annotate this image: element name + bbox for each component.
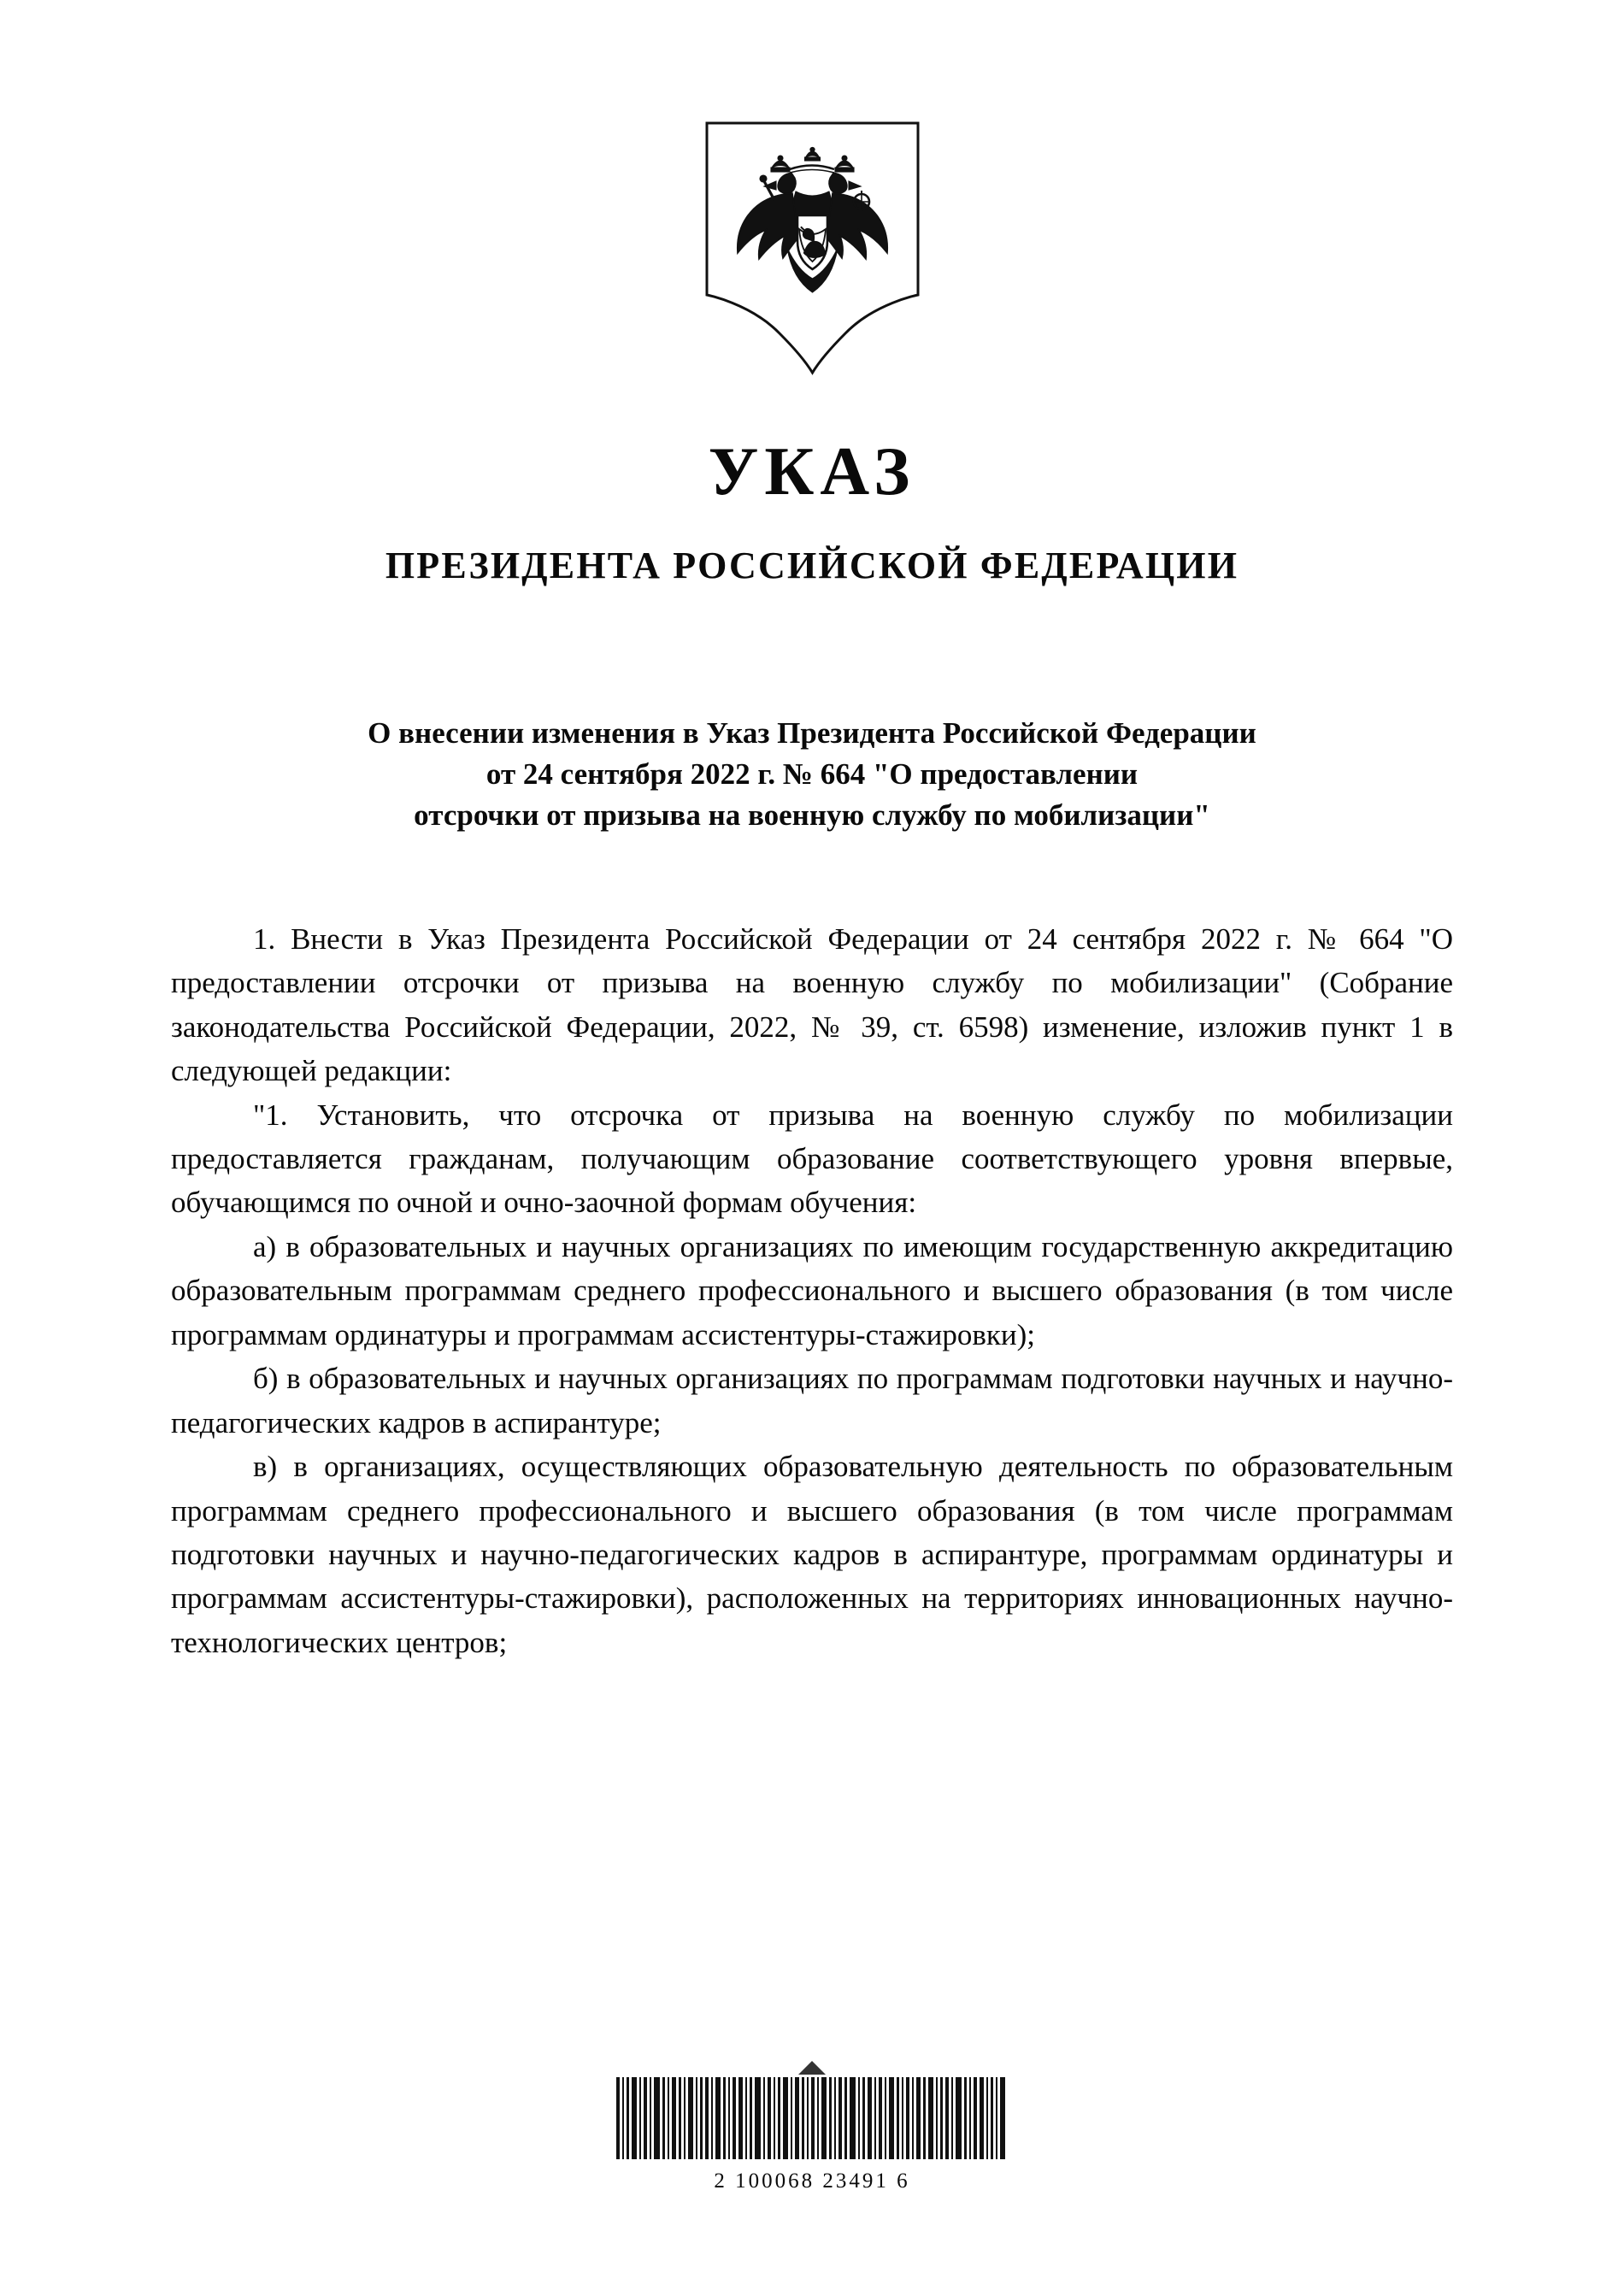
paragraph-3: а) в образовательных и научных организациях по имеющим государственную аккредитацию образовательным программам среднего профессионального и высшего образования (в том числе программам ординатуры и программам ассистентуры-стажировки); — [171, 1229, 1453, 1351]
paragraph-2: "1. Установить, что отсрочка от призыва на военную службу по мобилизации предоставляется гражданам, получающим образование соответствующего уровня впервые, обучающимся по очной и очно-заочной формам обучения: — [171, 1098, 1453, 1220]
barcode-number: 2 100068 23491 6 — [714, 2169, 910, 2193]
heading-line-1: О внесении изменения в Указ Президента Российской Федерации — [368, 716, 1256, 750]
paragraph-5: в) в организациях, осуществляющих образовательную деятельность по образовательным программам среднего профессионального и высшего образования (в том числе программам подготовки научных и научно-педагогических кадров в аспирантуре, программам ординатуры и программам ассистентуры-стажировки), расположенных на территориях инновационных научно-технологических центров; — [171, 1450, 1453, 1659]
heading-line-2: от 24 сентября 2022 г. № 664 "О предоставлении — [485, 757, 1139, 791]
barcode-bars — [616, 2077, 1008, 2159]
coat-of-arms-icon — [703, 120, 921, 376]
emblem-container — [0, 0, 1624, 376]
document-title: УКАЗ — [708, 434, 916, 509]
barcode-cap-icon — [798, 2061, 826, 2075]
paragraph-1: 1. Внести в Указ Президента Российской Федерации от 24 сентября 2022 г. № 664 "О предоставлении отсрочки от призыва на военную службу по мобилизации" (Собрание законодательства Российской Федерации, 2022, № 39, ст. 6598) изменение, изложив пункт 1 в следующей редакции: — [171, 921, 1453, 1088]
barcode — [0, 2061, 1624, 2193]
document-heading — [171, 713, 1453, 836]
paragraph-4: б) в образовательных и научных организациях по программам подготовки научных и научно-педагогических кадров в аспирантуре; — [171, 1362, 1453, 1439]
document-subtitle: ПРЕЗИДЕНТА РОССИЙСКОЙ ФЕДЕРАЦИИ — [385, 545, 1239, 586]
heading-line-3: отсрочки от призыва на военную службу по мобилизации" — [414, 798, 1210, 832]
document-body — [171, 917, 1453, 1664]
